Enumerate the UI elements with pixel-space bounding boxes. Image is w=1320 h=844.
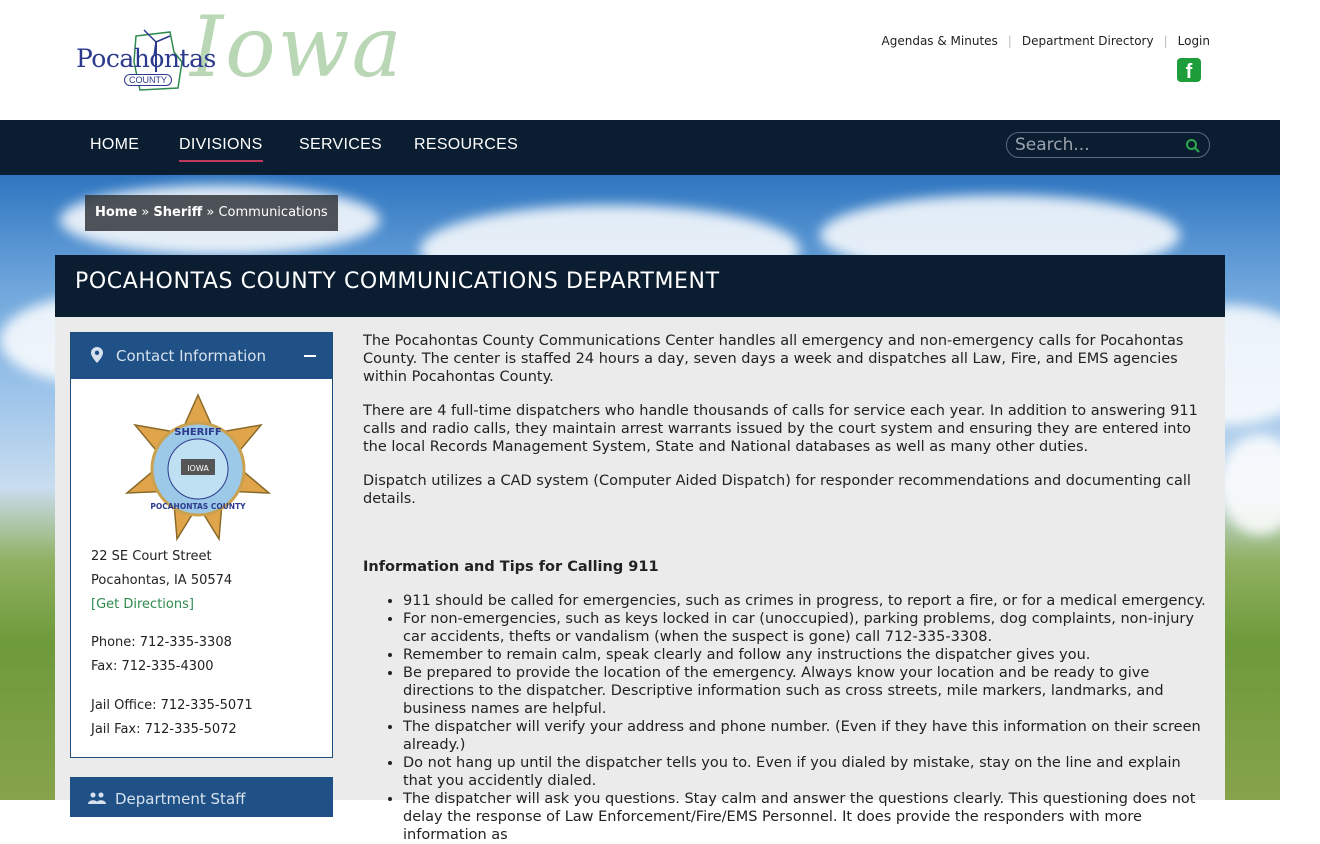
list-item: • Remember to remain calm, speak clearly and follow any instructions the dispatcher gives you.: [403, 646, 1213, 664]
contact-panel-title: Contact Information: [116, 347, 266, 365]
agendas-minutes-link[interactable]: Agendas & Minutes: [881, 34, 998, 48]
badge-bottom-text: POCAHONTAS COUNTY: [150, 502, 246, 511]
utility-links: [882, 34, 1210, 48]
sheriff-badge-image: [123, 393, 273, 545]
address-line2: Pocahontas, IA 50574: [91, 573, 233, 588]
nav-home[interactable]: HOME: [90, 136, 140, 153]
nav-divisions[interactable]: DIVISIONS: [179, 136, 263, 153]
login-link[interactable]: Login: [1177, 34, 1210, 48]
jail-office-number: Jail Office: 712-335-5071: [91, 698, 253, 713]
list-item: • The dispatcher will verify your address and phone number. (Even if they have this information on their screen already.): [403, 718, 1213, 754]
link-divider: |: [1007, 34, 1012, 48]
get-directions-link[interactable]: [Get Directions]: [91, 597, 194, 612]
badge-state-text: IOWA: [187, 464, 209, 473]
intro-paragraph: The Pocahontas County Communications Center handles all emergency and non-emergency calls for Pocahontas County. The center is staffed 24 hours a day, seven days a week and dispatches all Law, Fire, and EMS agencies within Pocahontas County.: [363, 333, 1184, 385]
list-item: • 911 should be called for emergencies, such as crimes in progress, to report a fire, or for a medical emergency.: [403, 592, 1213, 610]
logo-county-label: COUNTY: [124, 74, 172, 86]
list-item: • Do not hang up until the dispatcher tells you to. Even if you dialed by mistake, stay on the line and explain that you accidently dialed.: [403, 754, 1213, 790]
fax-number: Fax: 712-335-4300: [91, 659, 214, 674]
address-line1: 22 SE Court Street: [91, 549, 212, 564]
department-staff-panel-header[interactable]: [70, 777, 333, 817]
breadcrumb-current: Communications: [218, 205, 328, 220]
page-title-bar: [55, 255, 1225, 317]
nav-services[interactable]: SERVICES: [299, 136, 383, 153]
department-directory-link[interactable]: Department Directory: [1021, 34, 1154, 48]
nav-resources[interactable]: RESOURCES: [414, 136, 519, 153]
search-icon[interactable]: [1185, 138, 1201, 154]
collapse-icon[interactable]: [304, 355, 316, 357]
facebook-icon[interactable]: f: [1177, 58, 1201, 82]
breadcrumb-home[interactable]: Home: [95, 205, 138, 220]
logo-wordmark: Pocahontas: [76, 44, 216, 73]
breadcrumb-separator: »: [137, 205, 154, 220]
contact-panel: [70, 332, 333, 758]
search-box: [1006, 132, 1210, 158]
main-navigation: [0, 120, 1280, 175]
badge-top-text: SHERIFF: [174, 427, 222, 438]
list-item: • Be prepared to provide the location of the emergency. Always know your location and be ready to give directions to the dispatcher. Descriptive information such as cross streets, mile markers, landmarks, and business names are helpful.: [403, 664, 1213, 718]
site-logo[interactable]: [72, 0, 432, 108]
users-icon: [88, 792, 106, 804]
search-input[interactable]: [1015, 134, 1175, 156]
main-content: [363, 332, 1213, 844]
jail-fax-number: Jail Fax: 712-335-5072: [91, 722, 237, 737]
list-item: • The dispatcher will ask you questions. Stay calm and answer the questions clearly. This questioning does not delay the response of Law Enforcement/Fire/EMS Personnel. It does provide the responders with more information as: [403, 790, 1213, 844]
tips-list: [363, 592, 1213, 844]
link-divider: |: [1163, 34, 1168, 48]
list-item: • For non-emergencies, such as keys locked in car (unoccupied), parking problems, dog complaints, non-injury car accidents, thefts or vandalism (when the suspect is gone) call 712-335-3308.: [403, 610, 1213, 646]
dispatchers-paragraph: There are 4 full-time dispatchers who handle thousands of calls for service each year. In addition to answering 911 calls and radio calls, they maintain arrest warrants issued by the court system and ensuring they are entered into the local Records Management System, State and National databases as well as many other duties.: [363, 403, 1198, 455]
page-title: POCAHONTAS COUNTY COMMUNICATIONS DEPARTMENT: [75, 269, 720, 294]
breadcrumb-sheriff[interactable]: Sheriff: [153, 205, 203, 220]
contact-panel-header[interactable]: [71, 333, 332, 379]
cad-paragraph: Dispatch utilizes a CAD system (Computer Aided Dispatch) for responder recommendations and documenting call details.: [363, 473, 1191, 507]
content-area: [55, 317, 1225, 843]
department-staff-title: Department Staff: [115, 790, 246, 808]
breadcrumb: [85, 195, 338, 231]
tips-heading: Information and Tips for Calling 911: [363, 559, 659, 575]
map-pin-icon: [91, 347, 103, 363]
phone-number: Phone: 712-335-3308: [91, 635, 232, 650]
logo-script-text: Iowa: [190, 0, 404, 96]
breadcrumb-separator: »: [202, 205, 219, 220]
site-header: [0, 0, 1280, 120]
